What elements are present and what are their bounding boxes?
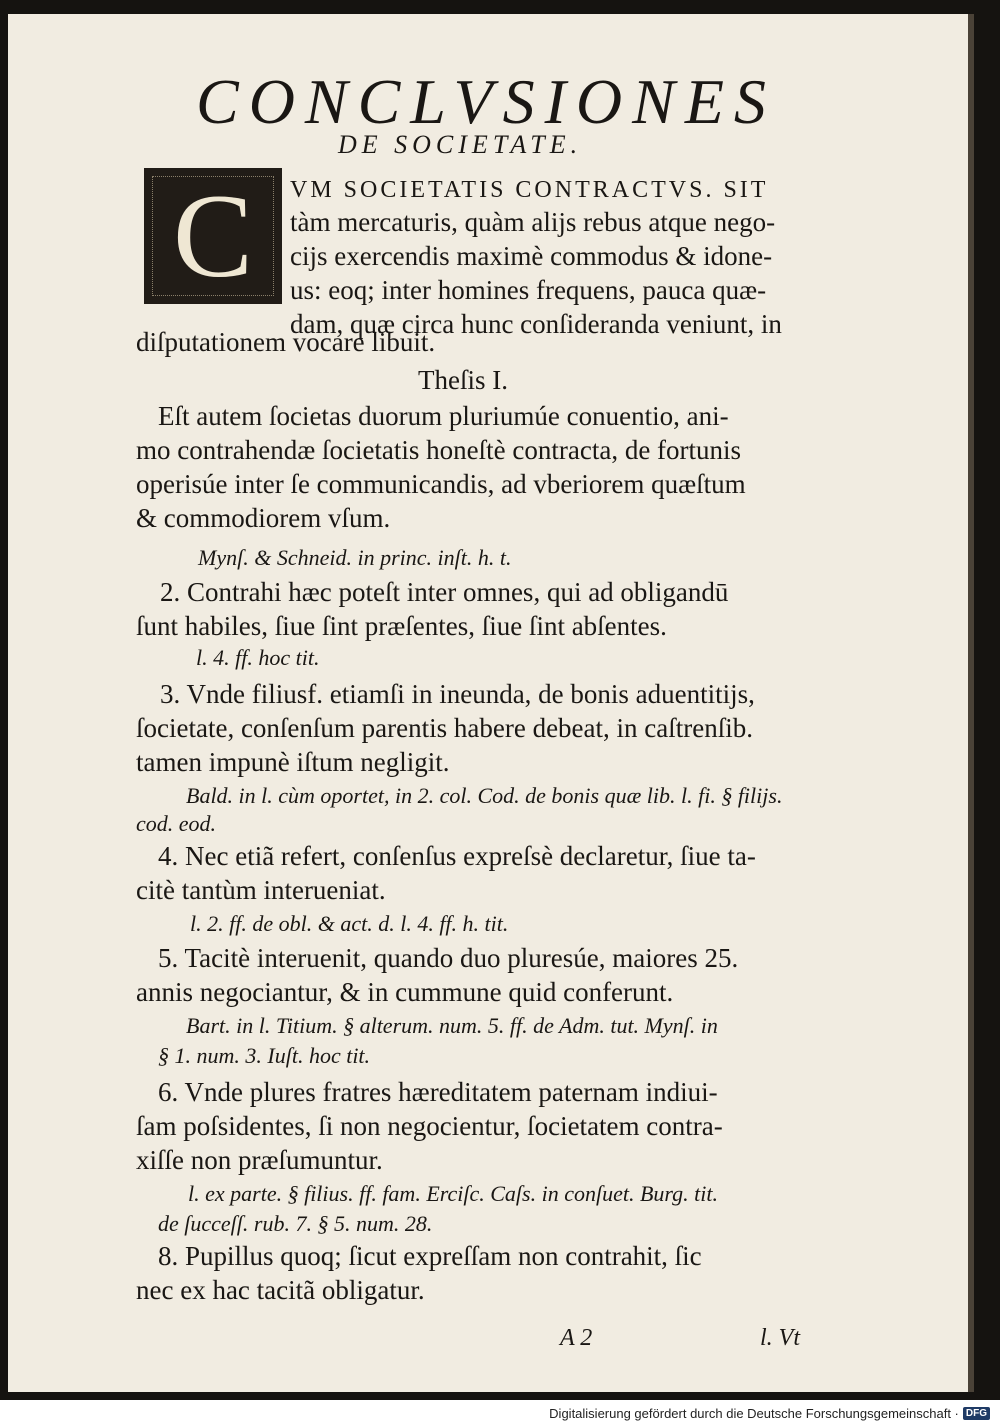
intro-line: tàm mercaturis, quàm alijs rebus atque nego-	[290, 207, 776, 237]
opening-caps: VM SOCIETATIS CONTRACTVS. SIT	[290, 177, 769, 203]
citation: cod. eod.	[136, 811, 217, 836]
thesis-line: Eſt autem ſocietas duorum pluriumúe conuentio, ani-	[158, 401, 729, 431]
citation: l. ex parte. § filius. ff. fam. Erciſc. Caſs. in conſuet. Burg. tit.	[188, 1181, 718, 1206]
numbered-item: tamen impunè iſtum negligit.	[136, 747, 450, 777]
numbered-item: 3. Vnde filiusf. etiamſi in ineunda, de bonis aduentitijs,	[160, 679, 755, 709]
numbered-item: xiſſe non præſumuntur.	[136, 1145, 383, 1175]
numbered-item: 8. Pupillus quoq; ſicut expreſſam non contrahit, ſic	[158, 1241, 702, 1271]
floral-ornament-icon	[152, 176, 274, 296]
numbered-item: 5. Tacitè interuenit, quando duo pluresúe, maiores 25.	[158, 943, 739, 973]
initial-letter: C	[172, 169, 254, 302]
page-subtitle: DE SOCIETATE.	[338, 130, 583, 159]
thesis-line: operisúe inter ſe communicandis, ad vberiorem quæſtum	[136, 469, 746, 499]
numbered-item: annis negociantur, & in cummune quid conferunt.	[136, 977, 674, 1007]
numbered-item: ſunt habiles, ſiue ſint præſentes, ſiue ſint abſentes.	[136, 611, 667, 641]
catchword: l. Vt	[760, 1325, 800, 1351]
citation: l. 4. ff. hoc tit.	[196, 645, 320, 670]
citation: de ſucceſſ. rub. 7. § 5. num. 28.	[158, 1211, 433, 1236]
thesis-heading: Theſis I.	[418, 365, 508, 395]
signature-mark: A 2	[560, 1325, 593, 1351]
page-title: CONCLVSIONES	[196, 66, 776, 137]
intro-line: diſputationem vocare libuit.	[136, 327, 436, 357]
citation: Bart. in l. Titium. § alterum. num. 5. ff. de Adm. tut. Mynſ. in	[186, 1013, 718, 1038]
citation: Mynſ. & Schneid. in princ. inſt. h. t.	[198, 545, 512, 570]
digitization-credit	[549, 1406, 990, 1421]
citation: § 1. num. 3. Iuſt. hoc tit.	[158, 1043, 371, 1068]
citation: Bald. in l. cùm oportet, in 2. col. Cod. de bonis quæ lib. l. fi. § filijs.	[186, 783, 783, 808]
numbered-item: nec ex hac tacitã obligatur.	[136, 1275, 425, 1305]
numbered-item: ſam poſsidentes, ſi non negocientur, ſocietatem contra-	[136, 1111, 723, 1141]
citation: l. 2. ff. de obl. & act. d. l. 4. ff. h. tit.	[190, 911, 509, 936]
intro-line: us: eoq; inter homines frequens, pauca quæ-	[290, 275, 767, 305]
intro-line: cijs exercendis maximè commodus & idone-	[290, 241, 773, 271]
numbered-item: ſocietate, conſenſum parentis habere debeat, in caſtrenſib.	[136, 713, 753, 743]
numbered-item: 6. Vnde plures fratres hæreditatem paternam indiui-	[158, 1077, 718, 1107]
intro-line: dam, quæ circa hunc conſideranda veniunt, in	[290, 309, 782, 339]
dfg-logo: DFG	[963, 1407, 990, 1420]
decorated-initial	[144, 168, 282, 304]
credit-text: Digitalisierung gefördert durch die Deutsche Forschungsgemeinschaft ·	[549, 1406, 959, 1421]
numbered-item: citè tantùm interueniat.	[136, 875, 386, 905]
book-page	[8, 14, 974, 1392]
numbered-item: 2. Contrahi hæc poteſt inter omnes, qui ad obligandū	[160, 577, 729, 607]
thesis-line: mo contrahendæ ſocietatis honeſtè contracta, de fortunis	[136, 435, 742, 465]
numbered-item: 4. Nec etiã refert, conſenſus expreſsè declaretur, ſiue ta-	[158, 841, 756, 871]
thesis-line: & commodiorem vſum.	[136, 503, 391, 533]
